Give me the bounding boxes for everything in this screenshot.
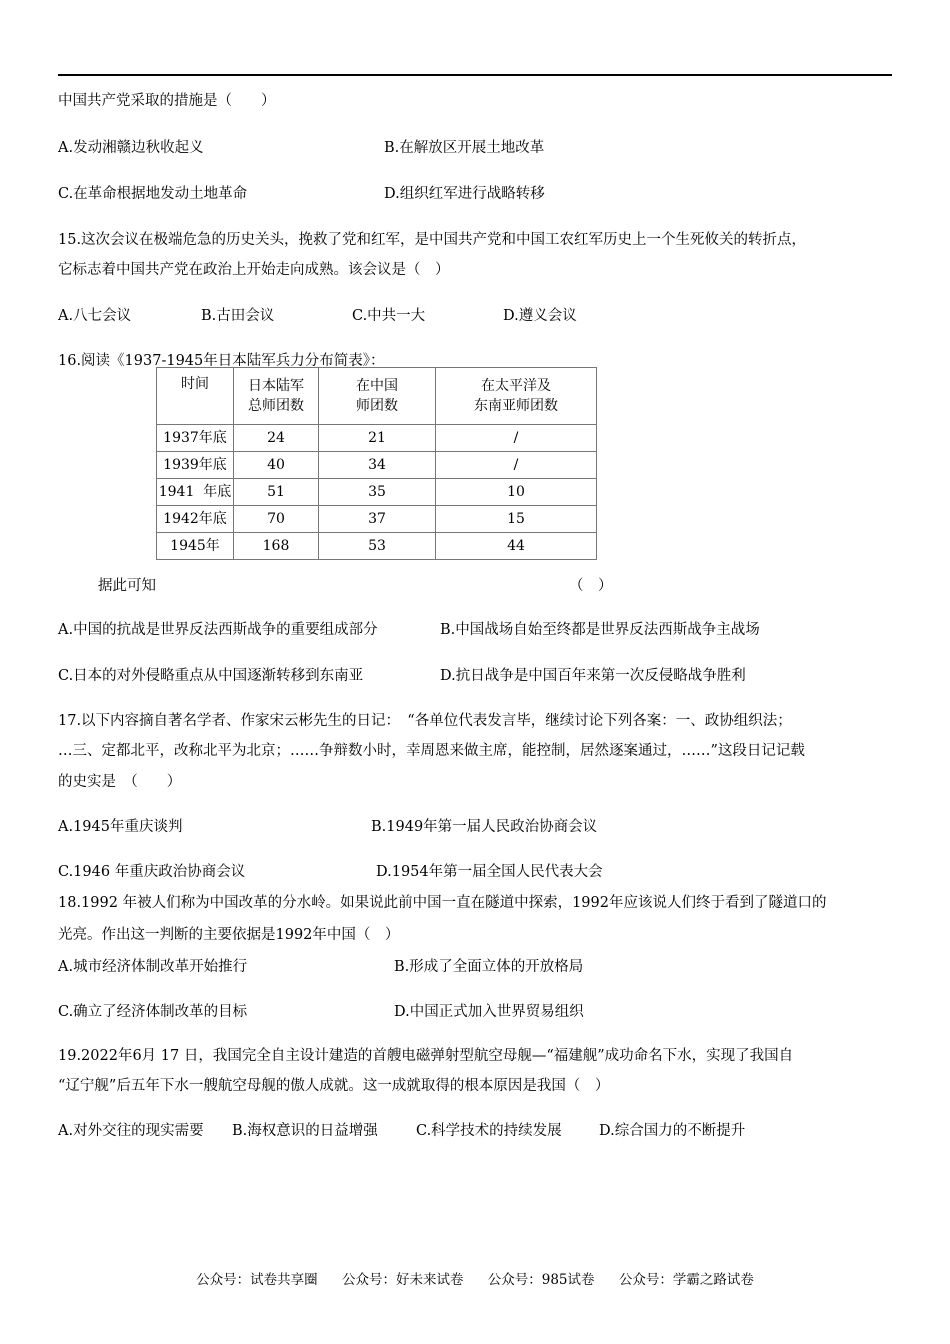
table-row bbox=[157, 506, 597, 533]
table-cell: 35 bbox=[319, 479, 436, 506]
q17-option-b[interactable]: B.1949年第一届人民政治协商会议 bbox=[371, 819, 598, 835]
q16-option-a[interactable]: A.中国的抗战是世界反法西斯战争的重要组成部分 bbox=[58, 622, 378, 638]
q17-stem-line3: 的史实是 （ ） bbox=[58, 774, 182, 790]
q14-option-a[interactable]: A.发动湘赣边秋收起义 bbox=[58, 140, 204, 156]
table-row bbox=[157, 533, 597, 560]
q19-option-d[interactable]: D.综合国力的不断提升 bbox=[599, 1123, 746, 1139]
table-header-cell: 日本陆军 总师团数 bbox=[234, 368, 319, 425]
q15-stem-line1: 15.这次会议在极端危急的历史关头，挽救了党和红军，是中国共产党和中国工农红军历史上一个生死攸关的转折点， bbox=[58, 232, 807, 248]
q18-option-c[interactable]: C.确立了经济体制改革的目标 bbox=[58, 1004, 248, 1020]
table-cell: / bbox=[436, 452, 597, 479]
table-header-row bbox=[157, 368, 597, 425]
q16-answer-paren: （ ） bbox=[569, 578, 613, 594]
troop-distribution-table bbox=[156, 367, 597, 560]
q17-option-a[interactable]: A.1945年重庆谈判 bbox=[58, 819, 183, 835]
q16-option-c[interactable]: C.日本的对外侵略重点从中国逐渐转移到东南亚 bbox=[58, 668, 364, 684]
table-cell: 37 bbox=[319, 506, 436, 533]
q15-option-d[interactable]: D.遵义会议 bbox=[503, 308, 577, 324]
table-cell: 1939年底 bbox=[157, 452, 234, 479]
table-cell: 1937年底 bbox=[157, 425, 234, 452]
footer-account-1: 公众号：试卷共享圈 bbox=[196, 1272, 318, 1288]
q17-option-d[interactable]: D.1954年第一届全国人民代表大会 bbox=[376, 864, 603, 880]
table-cell: 1941 年底 bbox=[157, 479, 234, 506]
q15-option-a[interactable]: A.八七会议 bbox=[58, 308, 132, 324]
table-header-cell: 在太平洋及 东南亚师团数 bbox=[436, 368, 597, 425]
q16-stem: 16.阅读《1937-1945年日本陆军兵力分布简表》： bbox=[58, 353, 385, 369]
table-header-cell: 在中国 师团数 bbox=[319, 368, 436, 425]
footer-account-4: 公众号：学霸之路试卷 bbox=[618, 1272, 754, 1288]
table-row bbox=[157, 452, 597, 479]
q15-option-c[interactable]: C.中共一大 bbox=[352, 308, 426, 324]
table-cell: 24 bbox=[234, 425, 319, 452]
q18-option-d[interactable]: D.中国正式加入世界贸易组织 bbox=[394, 1004, 584, 1020]
q19-option-a[interactable]: A.对外交往的现实需要 bbox=[58, 1123, 204, 1139]
q16-prompt: 据此可知 bbox=[98, 578, 156, 594]
table-cell: 44 bbox=[436, 533, 597, 560]
table-cell: 168 bbox=[234, 533, 319, 560]
table-cell: 53 bbox=[319, 533, 436, 560]
table-cell: 21 bbox=[319, 425, 436, 452]
q17-option-c[interactable]: C.1946 年重庆政治协商会议 bbox=[58, 864, 246, 880]
q14-option-b[interactable]: B.在解放区开展土地改革 bbox=[384, 140, 545, 156]
q17-stem-line2: …三、定都北平，改称北平为北京；……争辩数小时，幸周恩来做主席，能控制，居然逐案通过，……”这段日记记载 bbox=[58, 743, 805, 759]
table-cell: 15 bbox=[436, 506, 597, 533]
table-cell: 70 bbox=[234, 506, 319, 533]
q15-option-b[interactable]: B.古田会议 bbox=[201, 308, 275, 324]
q19-stem-line2: “辽宁舰”后五年下水一艘航空母舰的傲人成就。这一成就取得的根本原因是我国（ ） bbox=[58, 1078, 610, 1094]
q16-option-d[interactable]: D.抗日战争是中国百年来第一次反侵略战争胜利 bbox=[440, 668, 746, 684]
q18-stem-line2: 光亮。作出这一判断的主要依据是1992年中国（ ） bbox=[58, 927, 400, 943]
q19-option-b[interactable]: B.海权意识的日益增强 bbox=[232, 1123, 378, 1139]
q18-stem-line1: 18.1992 年被人们称为中国改革的分水岭。如果说此前中国一直在隧道中探索，1992年应该说人们终于看到了隧道口的 bbox=[58, 895, 827, 911]
table-cell: 10 bbox=[436, 479, 597, 506]
q19-stem-line1: 19.2022年6月 17 日，我国完全自主设计建造的首艘电磁弹射型航空母舰—“福建舰”成功命名下水，实现了我国自 bbox=[58, 1048, 794, 1064]
footer-account-3: 公众号：985试卷 bbox=[487, 1272, 595, 1288]
q16-option-b[interactable]: B.中国战场自始至终都是世界反法西斯战争主战场 bbox=[440, 622, 760, 638]
top-rule bbox=[58, 74, 892, 76]
table-cell: 40 bbox=[234, 452, 319, 479]
table-header-cell: 时间 bbox=[157, 368, 234, 425]
table-row bbox=[157, 425, 597, 452]
table-cell: 1945年 bbox=[157, 533, 234, 560]
q14-option-c[interactable]: C.在革命根据地发动土地革命 bbox=[58, 186, 248, 202]
q18-option-b[interactable]: B.形成了全面立体的开放格局 bbox=[394, 959, 584, 975]
table-row bbox=[157, 479, 597, 506]
q14-stem: 中国共产党采取的措施是（ ） bbox=[58, 93, 276, 109]
table-cell: 34 bbox=[319, 452, 436, 479]
table-cell: / bbox=[436, 425, 597, 452]
q17-stem-line1: 17.以下内容摘自著名学者、作家宋云彬先生的日记： “各单位代表发言毕，继续讨论下列各案：一、政协组织法； bbox=[58, 713, 792, 729]
q14-option-d[interactable]: D.组织红军进行战略转移 bbox=[384, 186, 545, 202]
q15-stem-line2: 它标志着中国共产党在政治上开始走向成熟。该会议是（ ） bbox=[58, 262, 450, 278]
q19-option-c[interactable]: C.科学技术的持续发展 bbox=[416, 1123, 562, 1139]
q18-option-a[interactable]: A.城市经济体制改革开始推行 bbox=[58, 959, 248, 975]
page-footer bbox=[0, 1268, 950, 1288]
table-cell: 1942年底 bbox=[157, 506, 234, 533]
footer-account-2: 公众号：好未来试卷 bbox=[341, 1272, 464, 1288]
table-cell: 51 bbox=[234, 479, 319, 506]
